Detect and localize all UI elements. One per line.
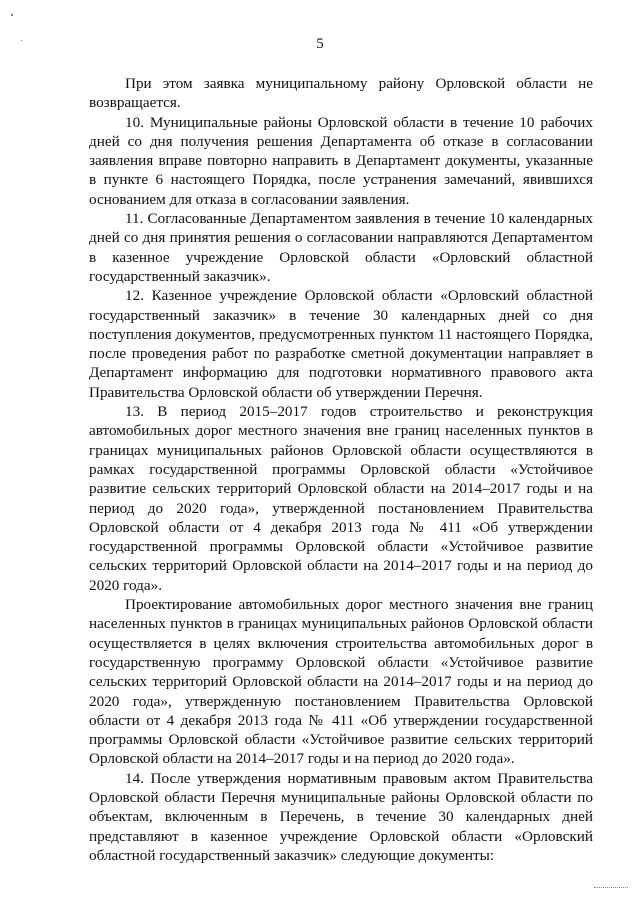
paragraph-design-roads: Проектирование автомобильных дорог местного значения вне границ населенных пунктов в границах муниципальных районов Орловской области осуществляется в целях включения строительства автомобильных дорог в государственную программу Орловской области «Устойчивое развитие сельских территорий Орловской области на 2014–2017 годы и на период до 2020 года», утвержденную постановлением Правительства Орловской области от 4 декабря 2013 года № 411 «Об утверждении государственной программы Орловской области «Устойчивое развитие сельских территорий Орловской области на 2014–2017 годы и на период до 2020 года». [89, 596, 593, 768]
scan-speck [11, 14, 13, 16]
scan-mark [594, 887, 628, 889]
paragraph-item-10: 10. Муниципальные районы Орловской области в течение 10 рабочих дней со дня получения решения Департамента об отказе в согласовании заявления вправе повторно направить в Департамент документы, указанные в пункте 6 настоящего Порядка, после устранения замечаний, явившихся основанием для отказа в согласовании заявления. [89, 113, 593, 208]
paragraph-application-not-returned: При этом заявка муниципальному району Орловской области не возвращается. [89, 75, 593, 112]
paragraph-item-14: 14. После утверждения нормативным правовым актом Правительства Орловской области Перечня муниципальные районы Орловской области по объектам, включенным в Перечень, в течение 30 календарных дней представляют в казенное учреждение Орловской области «Орловский областной государственный заказчик» следующие документы: [89, 769, 593, 864]
paragraph-item-11: 11. Согласованные Департаментом заявления в течение 10 календарных дней со дня принятия решения о согласовании направляются Департаментом в казенное учреждение Орловской области «Орловский областной государственный заказчик». [89, 210, 593, 285]
document-body [89, 74, 593, 865]
paragraph-item-13: 13. В период 2015–2017 годов строительство и реконструкция автомобильных дорог местного значения вне границ населенных пунктов в границах муниципальных районов Орловской области осуществляются в рамках государственной программы Орловской области «Устойчивое развитие сельских территорий Орловской области на 2014–2017 годы и на период до 2020 года», утвержденной постановлением Правительства Орловской области от 4 декабря 2013 года № 411 «Об утверждении государственной программы Орловской области «Устойчивое развитие сельских территорий Орловской области на 2014–2017 годы и на период до 2020 года». [89, 403, 593, 594]
paragraph-item-12: 12. Казенное учреждение Орловской области «Орловский областной государственный заказчик» в течение 30 календарных дней со дня поступления документов, предусмотренных пунктом 11 настоящего Порядка, после проведения работ по разработке сметной документации направляет в Департамент информацию для подготовки нормативного правового акта Правительства Орловской области об утверждении Перечня. [89, 287, 593, 401]
page-number: 5 [316, 36, 324, 52]
